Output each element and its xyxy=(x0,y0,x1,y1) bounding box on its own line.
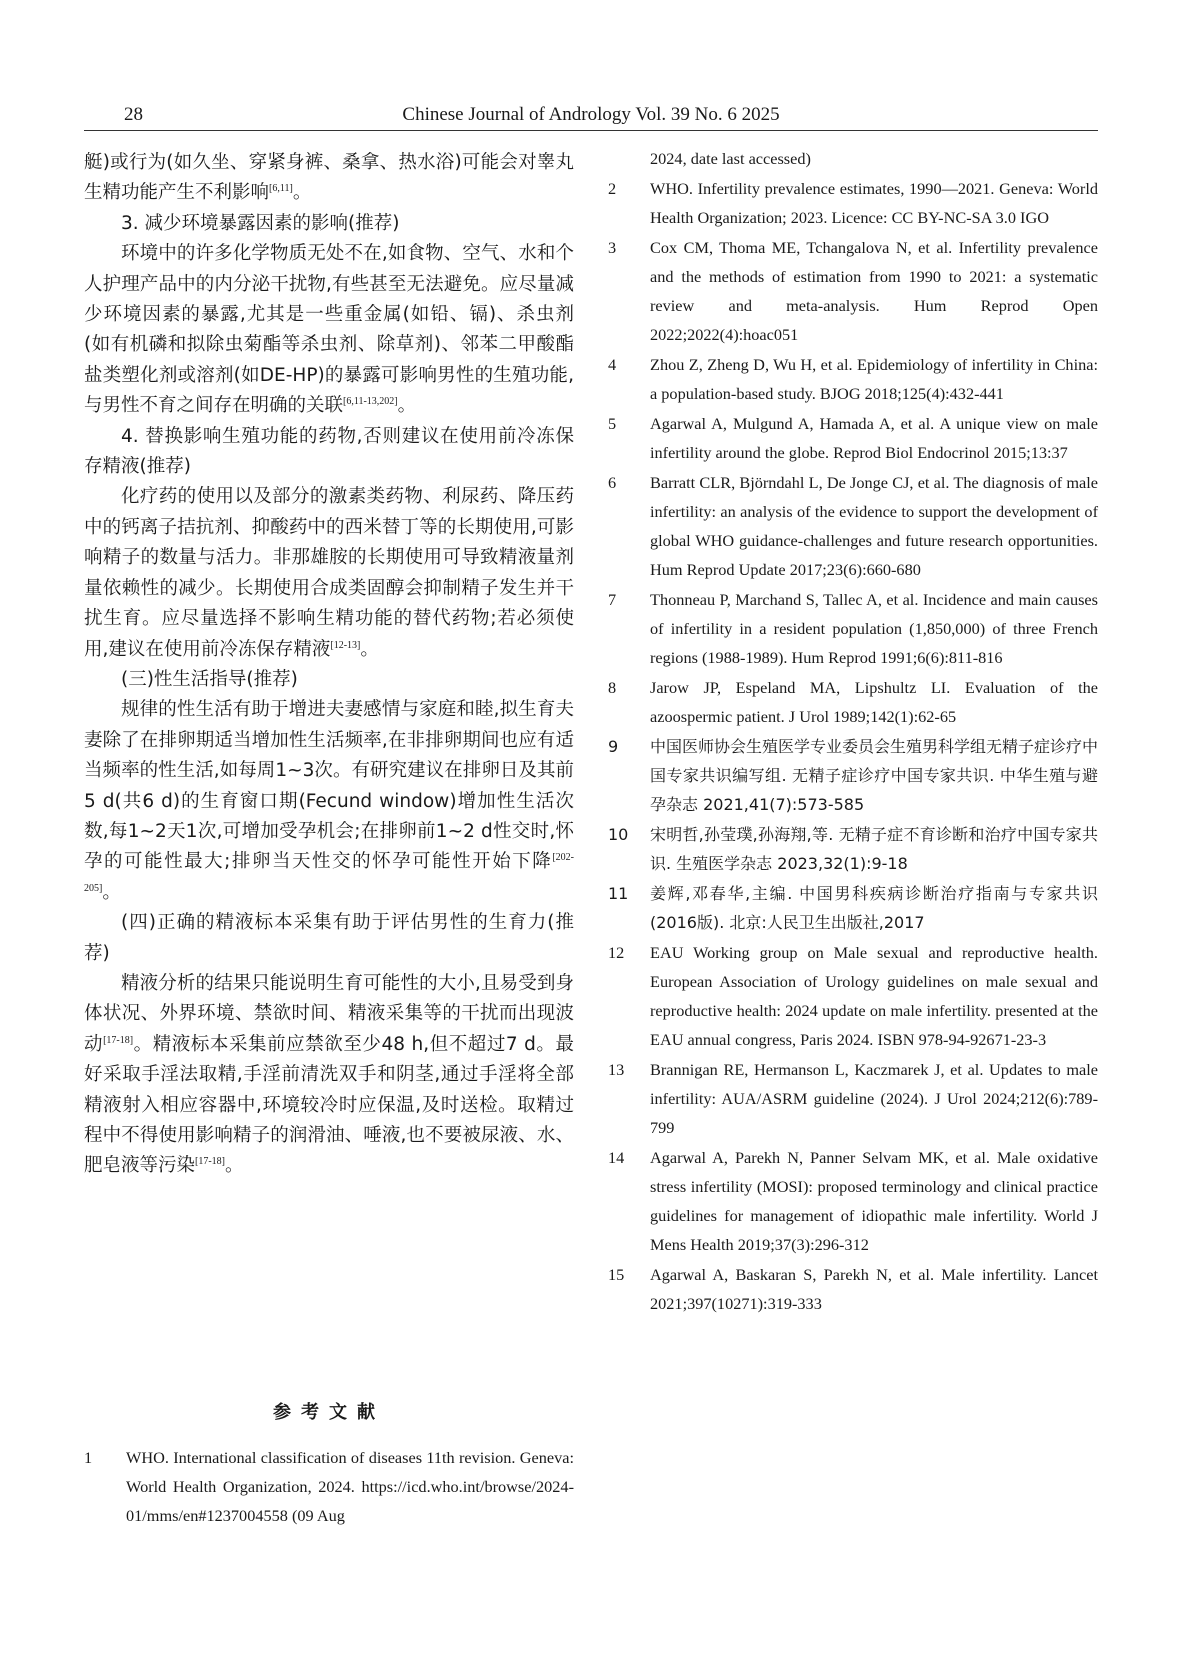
reference-text: Zhou Z, Zheng D, Wu H, et al. Epidemiology of infertility in China: a population-based study. BJOG 2018;125(4):432-441 xyxy=(650,355,1098,403)
reference-item xyxy=(608,732,1098,819)
reference-text: Cox CM, Thoma ME, Tchangalova N, et al. Infertility prevalence and the methods of estimation from 1990 to 2021: a systematic review and meta-analysis. Hum Reprod Open 2022;2022(4):hoac051 xyxy=(650,238,1098,344)
reference-item xyxy=(608,673,1098,731)
reference-item xyxy=(84,1443,574,1530)
paragraph: 环境中的许多化学物质无处不在,如食物、空气、水和个人护理产品中的内分泌干扰物,有些甚至无法避免。应尽量减少环境因素的暴露,尤其是一些重金属(如铅、镉)、杀虫剂(如有机磷和拟除虫菊酯等杀虫剂、除草剂)、邻苯二甲酸酯盐类塑化剂或溶剂(如DE-HP)的暴露可影响男性的生殖功能,与男性不育之间存在明确的关联[6,11-13,202]。 xyxy=(84,243,574,417)
paragraph: 规律的性生活有助于增进夫妻感情与家庭和睦,拟生育夫妻除了在排卵期适当增加性生活频率,在非排卵期间也应有适当频率的性生活,如每周1~3次。有研究建议在排卵日及其前5 d(共6 d)的生育窗口期(Fecund window)增加性生活次数,每1~2天1次,可增加受孕机会;在排卵前1~2 d性交时,怀孕的可能性最大;排卵当天性交的怀孕可能性开始下降[202-205]。 xyxy=(84,699,574,903)
reference-number: 6 xyxy=(608,473,617,492)
reference-item xyxy=(608,233,1098,349)
citation: [202-205] xyxy=(84,852,574,894)
paragraph: 艇)或行为(如久坐、穿紧身裤、桑拿、热水浴)可能会对睾丸生精功能产生不利影响[6,11]。 xyxy=(84,152,574,204)
reference-text: Agarwal A, Parekh N, Panner Selvam MK, et al. Male oxidative stress infertility (MOSI): proposed terminology and clinical practice guidelines for management of idiopathic male infertility. World J Mens Health 2019;37(3):296-312 xyxy=(650,1148,1098,1254)
paragraph: 精液分析的结果只能说明生育可能性的大小,且易受到身体状况、外界环境、禁欲时间、精液采集等的干扰而出现波动[17-18]。精液标本采集前应禁欲至少48 h,但不超过7 d。最好采取手淫法取精,手淫前清洗双手和阴茎,通过手淫将全部精液射入相应容器中,环境较冷时应保温,及时送检。取精过程中不得使用影响精子的润滑油、唾液,也不要被尿液、水、肥皂液等污染[17-18]。 xyxy=(84,972,574,1177)
subsection-heading: (三)性生活指导(推荐) xyxy=(121,668,298,690)
reference-text: 中国医师协会生殖医学专业委员会生殖男科学组无精子症诊疗中国专家共识编写组. 无精子症诊疗中国专家共识. 中华生殖与避孕杂志 2021,41(7):573-585 xyxy=(650,737,1099,814)
reference-text: WHO. Infertility prevalence estimates, 1990—2021. Geneva: World Health Organization; 2023. Licence: CC BY-NC-SA 3.0 IGO xyxy=(650,179,1098,227)
reference-number: 5 xyxy=(608,414,617,433)
reference-text: 2024, date last accessed) xyxy=(650,149,811,168)
reference-text: Thonneau P, Marchand S, Tallec A, et al. Incidence and main causes of infertility in a resident population (1,850,000) of three French regions (1988-1989). Hum Reprod 1991;6(6):811-816 xyxy=(650,590,1098,667)
reference-item xyxy=(608,174,1098,232)
reference-item xyxy=(608,409,1098,467)
citation: [6,11] xyxy=(269,183,293,195)
running-header xyxy=(84,104,1098,131)
reference-number: 3 xyxy=(608,238,617,257)
reference-text: Barratt CLR, Björndahl L, De Jonge CJ, et al. The diagnosis of male infertility: an analysis of the evidence to support the development of global WHO guidance-challenges and future research opportunities. Hum Reprod Update 2017;23(6):660-680 xyxy=(650,473,1098,579)
references-left-column xyxy=(84,1443,574,1530)
reference-item xyxy=(608,144,1098,173)
reference-number: 13 xyxy=(608,1060,625,1079)
citation: [12-13] xyxy=(330,639,361,651)
reference-text: Brannigan RE, Hermanson L, Kaczmarek J, et al. Updates to male infertility: AUA/ASRM guideline (2024). J Urol 2024;212(6):789-799 xyxy=(650,1060,1098,1137)
reference-number: 9 xyxy=(608,737,619,756)
reference-text: EAU Working group on Male sexual and reproductive health. European Association of Urology guidelines on male sexual and reproductive health: 2024 update on male infertility. presented at the EAU annual congress, Paris 2024. ISBN 978-94-92671-23-3 xyxy=(650,943,1098,1049)
reference-item xyxy=(608,350,1098,408)
reference-text: 姜辉,邓春华,主编. 中国男科疾病诊断治疗指南与专家共识(2016版). 北京:人民卫生出版社,2017 xyxy=(650,884,1098,932)
reference-item xyxy=(608,1055,1098,1142)
journal-title: Chinese Journal of Andrology Vol. 39 No. 6 2025 xyxy=(402,104,780,125)
references-right-column xyxy=(608,144,1098,1318)
paragraph: 化疗药的使用以及部分的激素类药物、利尿药、降压药中的钙离子拮抗剂、抑酸药中的西米替丁等的长期使用,可影响精子的数量与活力。非那雄胺的长期使用可导致精液量剂量依赖性的减少。长期使用合成类固醇会抑制精子发生并干扰生育。应尽量选择不影响生精功能的替代药物;若必须使用,建议在使用前冷冻保存精液[12-13]。 xyxy=(84,486,574,660)
reference-number: 12 xyxy=(608,943,625,962)
reference-text: WHO. International classification of diseases 11th revision. Geneva: World Health Organization, 2024. https://icd.who.int/browse/2024-01/mms/en#1237004558 (09 Aug xyxy=(126,1448,574,1525)
reference-item xyxy=(608,468,1098,584)
reference-number: 8 xyxy=(608,678,617,697)
citation: [6,11-13,202] xyxy=(343,396,398,408)
reference-text: Agarwal A, Baskaran S, Parekh N, et al. Male infertility. Lancet 2021;397(10271):319-333 xyxy=(650,1265,1098,1313)
reference-item xyxy=(608,879,1098,937)
section-heading: 4. 替换影响生殖功能的药物,否则建议在使用前冷冻保存精液(推荐) xyxy=(84,425,574,478)
references-title: 参考文献 xyxy=(273,1402,385,1423)
citation: [17-18] xyxy=(195,1156,226,1168)
left-column-body xyxy=(84,148,574,1182)
reference-number: 14 xyxy=(608,1148,625,1167)
reference-item xyxy=(608,1260,1098,1318)
reference-text: Agarwal A, Mulgund A, Hamada A, et al. A unique view on male infertility around the globe. Reprod Biol Endocrinol 2015;13:37 xyxy=(650,414,1098,462)
reference-text: Jarow JP, Espeland MA, Lipshultz LI. Evaluation of the azoospermic patient. J Urol 1989;142(1):62-65 xyxy=(650,678,1098,726)
reference-item xyxy=(608,585,1098,672)
section-heading: 3. 减少环境暴露因素的影响(推荐) xyxy=(121,212,400,234)
reference-number: 15 xyxy=(608,1265,625,1284)
reference-number: 10 xyxy=(608,825,629,844)
reference-number: 2 xyxy=(608,179,617,198)
reference-item xyxy=(608,820,1098,878)
reference-item xyxy=(608,1143,1098,1259)
reference-item xyxy=(608,938,1098,1054)
reference-number: 11 xyxy=(608,884,629,903)
reference-number: 7 xyxy=(608,590,617,609)
citation: [17-18] xyxy=(103,1034,134,1046)
reference-number: 4 xyxy=(608,355,617,374)
reference-number: 1 xyxy=(84,1448,93,1467)
subsection-heading: (四)正确的精液标本采集有助于评估男性的生育力(推荐) xyxy=(84,912,574,964)
page-number: 28 xyxy=(124,104,143,125)
reference-text: 宋明哲,孙莹璞,孙海翔,等. 无精子症不育诊断和治疗中国专家共识. 生殖医学杂志 2023,32(1):9-18 xyxy=(650,825,1098,873)
